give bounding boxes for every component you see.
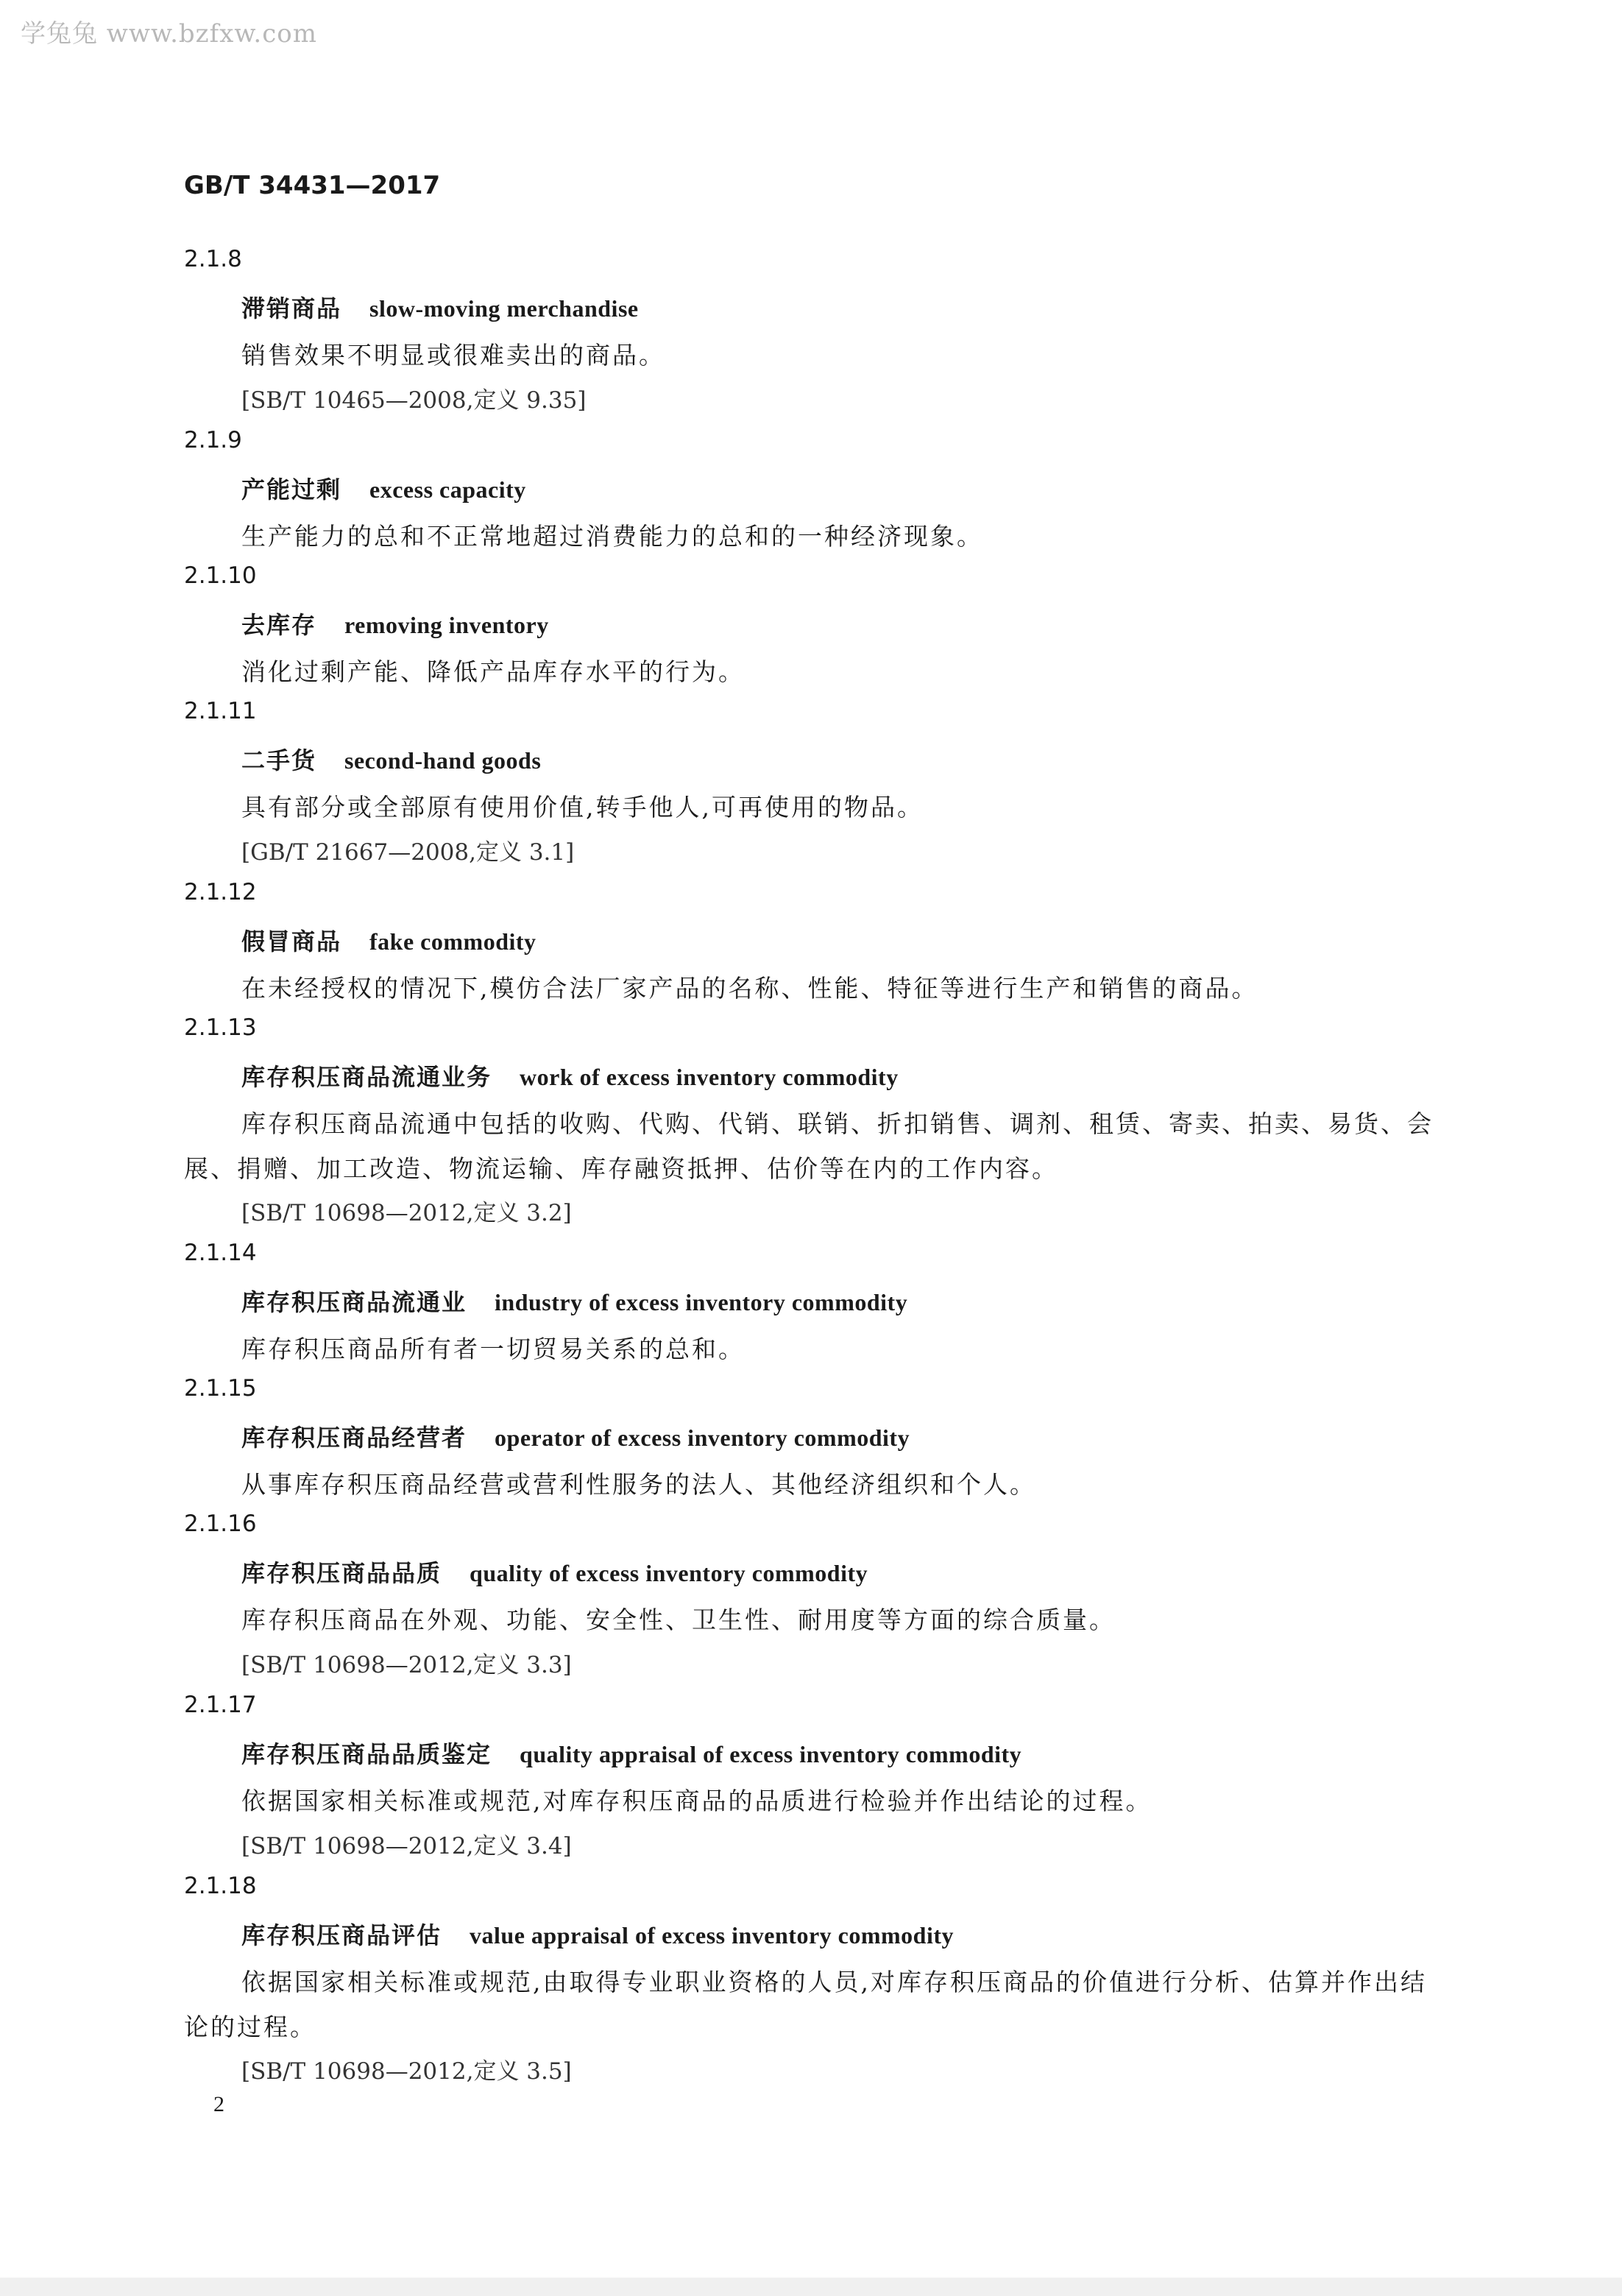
- term-definition: 消化过剩产能、降低产品库存水平的行为。: [241, 657, 745, 686]
- term-en: slow-moving merchandise: [369, 295, 639, 322]
- entry-number: 2.1.14: [184, 1240, 257, 1266]
- term-definition: 销售效果不明显或很难卖出的商品。: [241, 341, 665, 370]
- term-heading: [241, 607, 549, 640]
- term-definition: 库存积压商品所有者一切贸易关系的总和。: [241, 1335, 745, 1363]
- entry-number: 2.1.9: [184, 427, 242, 453]
- entry-number: 2.1.17: [184, 1692, 257, 1718]
- page-number: 2: [213, 2092, 224, 2116]
- term-heading: [241, 1917, 954, 1951]
- term-en: excess capacity: [369, 476, 526, 503]
- term-definition: 在未经授权的情况下,模仿合法厂家产品的名称、性能、特征等进行生产和销售的商品。: [241, 974, 1258, 1003]
- term-zh: 滞销商品: [241, 294, 342, 322]
- entry-number: 2.1.13: [184, 1014, 257, 1041]
- term-zh: 库存积压商品经营者: [241, 1424, 467, 1452]
- term-heading: [241, 923, 536, 957]
- term-en: quality of excess inventory commodity: [470, 1560, 868, 1586]
- term-en: second-hand goods: [344, 747, 542, 774]
- term-source: [SB/T 10465—2008,定义 9.35]: [241, 387, 587, 414]
- term-source: [SB/T 10698—2012,定义 3.5]: [241, 2058, 572, 2085]
- term-heading: [241, 1555, 868, 1589]
- term-en: work of excess inventory commodity: [520, 1064, 899, 1090]
- term-zh: 库存积压商品品质: [241, 1559, 442, 1587]
- term-heading: [241, 742, 541, 776]
- term-heading: [241, 1419, 910, 1453]
- term-en: operator of excess inventory commodity: [495, 1424, 910, 1451]
- term-zh: 去库存: [241, 611, 317, 639]
- term-heading: [241, 1284, 907, 1318]
- term-zh: 库存积压商品评估: [241, 1921, 442, 1949]
- term-zh: 产能过剩: [241, 476, 342, 504]
- term-zh: 库存积压商品流通业务: [241, 1063, 492, 1091]
- term-heading: [241, 1059, 899, 1092]
- term-zh: 二手货: [241, 746, 317, 774]
- term-definition: 从事库存积压商品经营或营利性服务的法人、其他经济组织和个人。: [241, 1470, 1036, 1499]
- entry-number: 2.1.15: [184, 1375, 257, 1402]
- term-zh: 假冒商品: [241, 928, 342, 956]
- term-en: industry of excess inventory commodity: [495, 1289, 908, 1315]
- entry-number: 2.1.8: [184, 246, 242, 272]
- term-zh: 库存积压商品品质鉴定: [241, 1740, 492, 1768]
- term-source: [GB/T 21667—2008,定义 3.1]: [241, 839, 575, 866]
- term-zh: 库存积压商品流通业: [241, 1288, 467, 1316]
- term-definition: 库存积压商品流通中包括的收购、代购、代销、联销、折扣销售、调剂、租赁、寄卖、拍卖、易货、会展、捐赠、加工改造、物流运输、库存融资抵押、估价等在内的工作内容。: [184, 1109, 1434, 1183]
- term-definition: 库存积压商品在外观、功能、安全性、卫生性、耐用度等方面的综合质量。: [241, 1606, 1116, 1634]
- term-en: removing inventory: [344, 612, 549, 638]
- entry-number: 2.1.18: [184, 1873, 257, 1899]
- term-source: [SB/T 10698—2012,定义 3.3]: [241, 1652, 572, 1678]
- term-en: quality appraisal of excess inventory commodity: [520, 1741, 1022, 1767]
- term-definition: 具有部分或全部原有使用价值,转手他人,可再使用的物品。: [241, 793, 924, 822]
- entry-number: 2.1.10: [184, 562, 257, 589]
- term-definition: 依据国家相关标准或规范,由取得专业职业资格的人员,对库存积压商品的价值进行分析、估算并作出结论的过程。: [184, 1968, 1427, 2041]
- term-heading: [241, 471, 526, 505]
- standard-code-header: GB/T 34431—2017: [184, 171, 441, 200]
- term-en: value appraisal of excess inventory commodity: [470, 1922, 955, 1949]
- term-heading: [241, 290, 639, 324]
- entry-number: 2.1.16: [184, 1511, 257, 1537]
- page-bottom-band: [0, 2278, 1622, 2296]
- term-heading: [241, 1736, 1021, 1770]
- term-source: [SB/T 10698—2012,定义 3.4]: [241, 1833, 572, 1859]
- entry-number: 2.1.11: [184, 698, 257, 724]
- term-source: [SB/T 10698—2012,定义 3.2]: [241, 1200, 572, 1226]
- watermark-text: 学兔兔 www.bzfxw.com: [21, 19, 317, 49]
- entry-number: 2.1.12: [184, 879, 257, 905]
- term-en: fake commodity: [369, 928, 536, 955]
- term-definition: 依据国家相关标准或规范,对库存积压商品的品质进行检验并作出结论的过程。: [241, 1787, 1152, 1815]
- term-definition: 生产能力的总和不正常地超过消费能力的总和的一种经济现象。: [241, 522, 983, 551]
